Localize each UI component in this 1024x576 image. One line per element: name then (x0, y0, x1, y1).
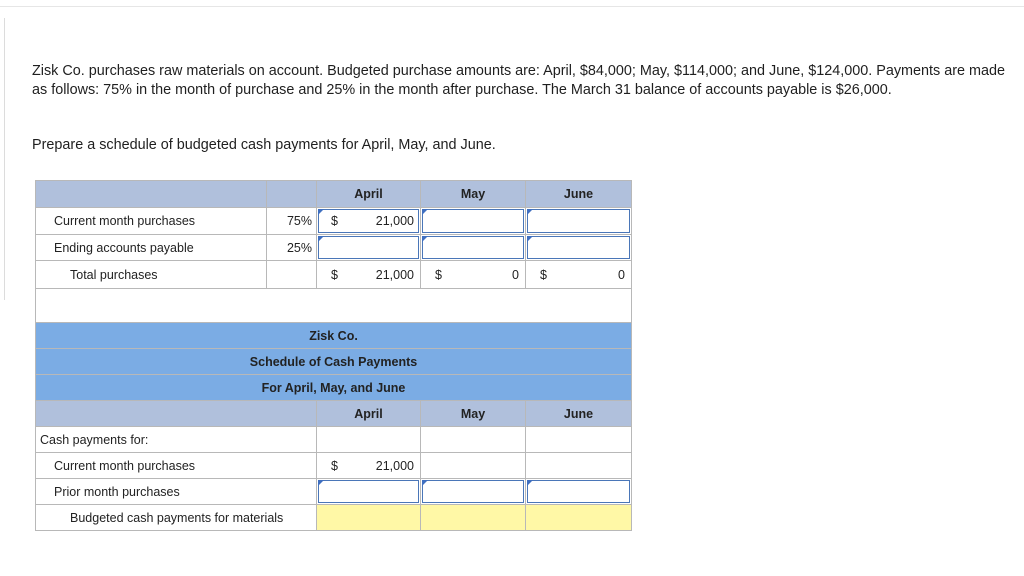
cash-for-june-blank (526, 427, 632, 453)
cash-payments-for-label: Cash payments for: (36, 427, 317, 453)
schedule-company: Zisk Co. (36, 323, 632, 349)
input-prior-april[interactable] (317, 479, 421, 505)
schedule-header-blank (36, 401, 317, 427)
input-current-april[interactable]: $ 21,000 (317, 208, 421, 235)
schedule-current-april: $ 21,000 (317, 453, 421, 479)
input-prior-june[interactable] (526, 479, 632, 505)
col-header-june: June (526, 181, 632, 208)
schedule-period: For April, May, and June (36, 375, 632, 401)
budgeted-april (317, 505, 421, 531)
input-ending-may[interactable] (421, 235, 526, 261)
input-ending-june[interactable] (526, 235, 632, 261)
instruction-text: Prepare a schedule of budgeted cash payments for April, May, and June. (32, 137, 496, 153)
purchases-table (35, 180, 632, 324)
left-edge-tab (0, 210, 5, 300)
schedule-table (35, 322, 632, 531)
budgeted-may (421, 505, 526, 531)
schedule-label-current-month: Current month purchases (36, 453, 317, 479)
cash-for-may-blank (421, 427, 526, 453)
budgeted-june (526, 505, 632, 531)
total-june: $ 0 (526, 261, 632, 289)
pct-ending: 25% (267, 235, 317, 261)
schedule-label-budgeted: Budgeted cash payments for materials (36, 505, 317, 531)
input-ending-april[interactable] (317, 235, 421, 261)
spacer-row (36, 289, 632, 324)
row-label-current-month-purchases: Current month purchases (36, 208, 267, 235)
cash-for-april-blank (317, 427, 421, 453)
header-blank (36, 181, 267, 208)
schedule-col-april: April (317, 401, 421, 427)
problem-text: Zisk Co. purchases raw materials on account. Budgeted purchase amounts are: April, $84,000; May, $114,000; and June, $124,000. Payments are made as follows: 75% in the month of purchase and 25% in the month after purchase. The March 31 balance of accounts payable is $26,000. (32, 63, 1006, 98)
schedule-title: Schedule of Cash Payments (36, 349, 632, 375)
total-april: $ 21,000 (317, 261, 421, 289)
schedule-label-prior-month: Prior month purchases (36, 479, 317, 505)
schedule-current-june (526, 453, 632, 479)
input-current-may[interactable] (421, 208, 526, 235)
header-blank-pct (267, 181, 317, 208)
pct-total-blank (267, 261, 317, 289)
top-divider (0, 6, 1024, 7)
schedule-col-may: May (421, 401, 526, 427)
input-prior-may[interactable] (421, 479, 526, 505)
total-may: $ 0 (421, 261, 526, 289)
row-label-total-purchases: Total purchases (36, 261, 267, 289)
col-header-may: May (421, 181, 526, 208)
input-current-june[interactable] (526, 208, 632, 235)
schedule-col-june: June (526, 401, 632, 427)
pct-current: 75% (267, 208, 317, 235)
col-header-april: April (317, 181, 421, 208)
row-label-ending-accounts-payable: Ending accounts payable (36, 235, 267, 261)
schedule-current-may (421, 453, 526, 479)
